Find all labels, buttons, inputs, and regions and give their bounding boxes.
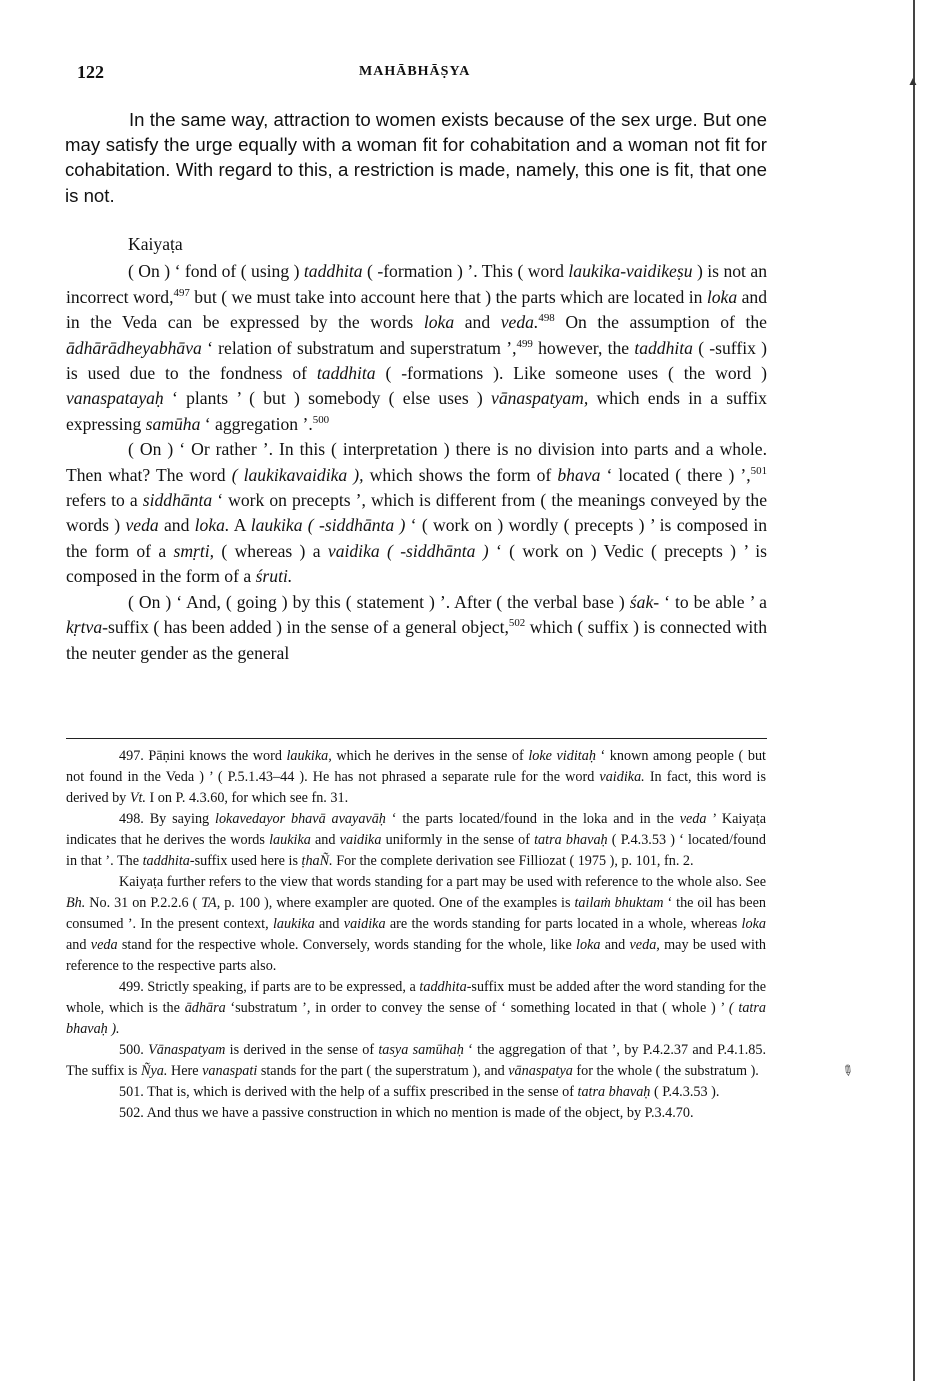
commentary-body bbox=[66, 232, 767, 666]
footnote-ref-502: 502 bbox=[508, 617, 526, 630]
running-title: MAHĀBHĀṢYA bbox=[359, 64, 471, 79]
footnote-501: 501. That is, which is derived with the help of a suffix prescribed in the sense of tatra bhavaḥ ( P.4.3.53 ). bbox=[119, 1084, 720, 1100]
footnote-ref-499: 499 bbox=[516, 337, 533, 350]
footnote-ref-501: 501 bbox=[750, 464, 768, 477]
footnote-ref-497: 497 bbox=[173, 286, 190, 299]
footnote-499: 499. Strictly speaking, if parts are to be expressed, a taddhita-suffix must be added after the word standing for the whole, which is the ādhāra ‘substratum ’, in order to convey the sense of ‘ something located in that ( whole ) ’ ( tatra bhavaḥ ). bbox=[66, 979, 766, 1037]
footnote-497: 497. Pāṇini knows the word laukika, which he derives in the sense of loke viditaḥ ‘ known among people ( but not found in the Veda ) ’ ( P.5.1.43–44 ). He has not phrased a separate rule for the word vaidika. In fact, this word is derived by Vt. I on P. 4.3.60, for which see fn. 31. bbox=[66, 748, 766, 806]
commentary-paragraph-3: ( On ) ‘ And, ( going ) by this ( statement ) ’. After ( the verbal base ) śak- ‘ to be able ’ a kṛtva-suffix ( has been added ) in the sense of a general object,$^{502}$ which ( suffix ) is connected with the neuter gender as the general bbox=[66, 591, 767, 663]
commentary-paragraph-2: ( On ) ‘ Or rather ’. In this ( interpretation ) there is no division into parts and a whole. Then what? The word ( laukikavaidika ), which shows the form of bhava ‘ located ( there ) ’,$^{501}$ refers to a siddhānta ‘ work on precepts ’, which is different from ( the meanings conveyed by the words ) veda and loka. A laukika ( -siddhānta ) ‘ ( work on ) wordly ( precepts ) ’ is composed in the form of a smṛti, ( whereas ) a vaidika ( -siddhānta ) ‘ ( work on ) Vedic ( precepts ) ’ is composed in the form of a śruti. bbox=[66, 439, 768, 587]
pen-mark-icon: ✎ bbox=[837, 1061, 857, 1082]
section-heading: Kaiyaṭa bbox=[128, 234, 183, 254]
scan-edge-line bbox=[913, 0, 915, 1381]
footnote-rule bbox=[66, 738, 767, 739]
footnote-ref-498: 498 bbox=[538, 312, 555, 325]
intro-paragraph: In the same way, attraction to women exists because of the sex urge. But one may satisfy the urge equally with a woman fit for cohabitation and a woman not fit for cohabitation. With regard to this, a restriction is made, namely, this one is fit, that one is not. bbox=[65, 109, 767, 206]
footnotes bbox=[66, 746, 766, 1124]
page-number: 122 bbox=[77, 62, 104, 82]
footnote-ref-500: 500 bbox=[312, 413, 330, 426]
scan-arrow-icon: ▲ bbox=[907, 74, 919, 88]
commentary-paragraph-1: ( On ) ‘ fond of ( using ) taddhita ( -formation ) ’. This ( word laukika-vaidikeṣu ) is not an incorrect word,$^{497}$ but ( we must take into account here that ) the parts which are located in loka and in the Veda can be expressed by the words loka and veda.$^{498}$ On the assumption of the ādhārādheyabhāva ‘ relation of substratum and superstratum ’,$^{499}$ however, the taddhita ( -suffix ) is used due to the fondness of taddhita ( -formations ). Like someone uses ( the word ) vanaspatayaḥ ‘ plants ’ ( but ) somebody ( else uses ) vānaspatyam, which ends in a suffix expressing samūha ‘ aggregation ’.$^{500}$ bbox=[66, 261, 768, 434]
footnote-498-continued: Kaiyaṭa further refers to the view that words standing for a part may be used with reference to the whole also. See Bh. No. 31 on P.2.2.6 ( TA, p. 100 ), where exampler are quoted. One of the examples is tailaṁ bhuktam ‘ the oil has been consumed ’. In the present context, laukika and vaidika are the words standing for parts located in a whole, whereas loka and veda stand for the respective whole. Conversely, words standing for the whole, like loka and veda, may be used with reference to the respective parts also. bbox=[66, 874, 766, 974]
footnote-502: 502. And thus we have a passive construction in which no mention is made of the object, by P.3.4.70. bbox=[119, 1105, 694, 1121]
intro-text bbox=[65, 107, 767, 208]
footnote-500: 500. Vānaspatyam is derived in the sense of tasya samūhaḥ ‘ the aggregation of that ’, by P.4.2.37 and P.4.1.85. The suffix is Ñya. Here vanaspati stands for the part ( the superstratum ), and vānaspatya for the whole ( the substratum ). bbox=[66, 1042, 767, 1079]
footnote-498: 498. By saying lokavedayor bhavā avayavāḥ ‘ the parts located/found in the loka and in the veda ’ Kaiyaṭa indicates that he derives the words laukika and vaidika uniformly in the sense of tatra bhavaḥ ( P.4.3.53 ) ‘ located/found in that ’. The taddhita-suffix used here is ṭhaÑ. For the complete derivation see Filliozat ( 1975 ), p. 101, fn. 2. bbox=[66, 811, 766, 869]
